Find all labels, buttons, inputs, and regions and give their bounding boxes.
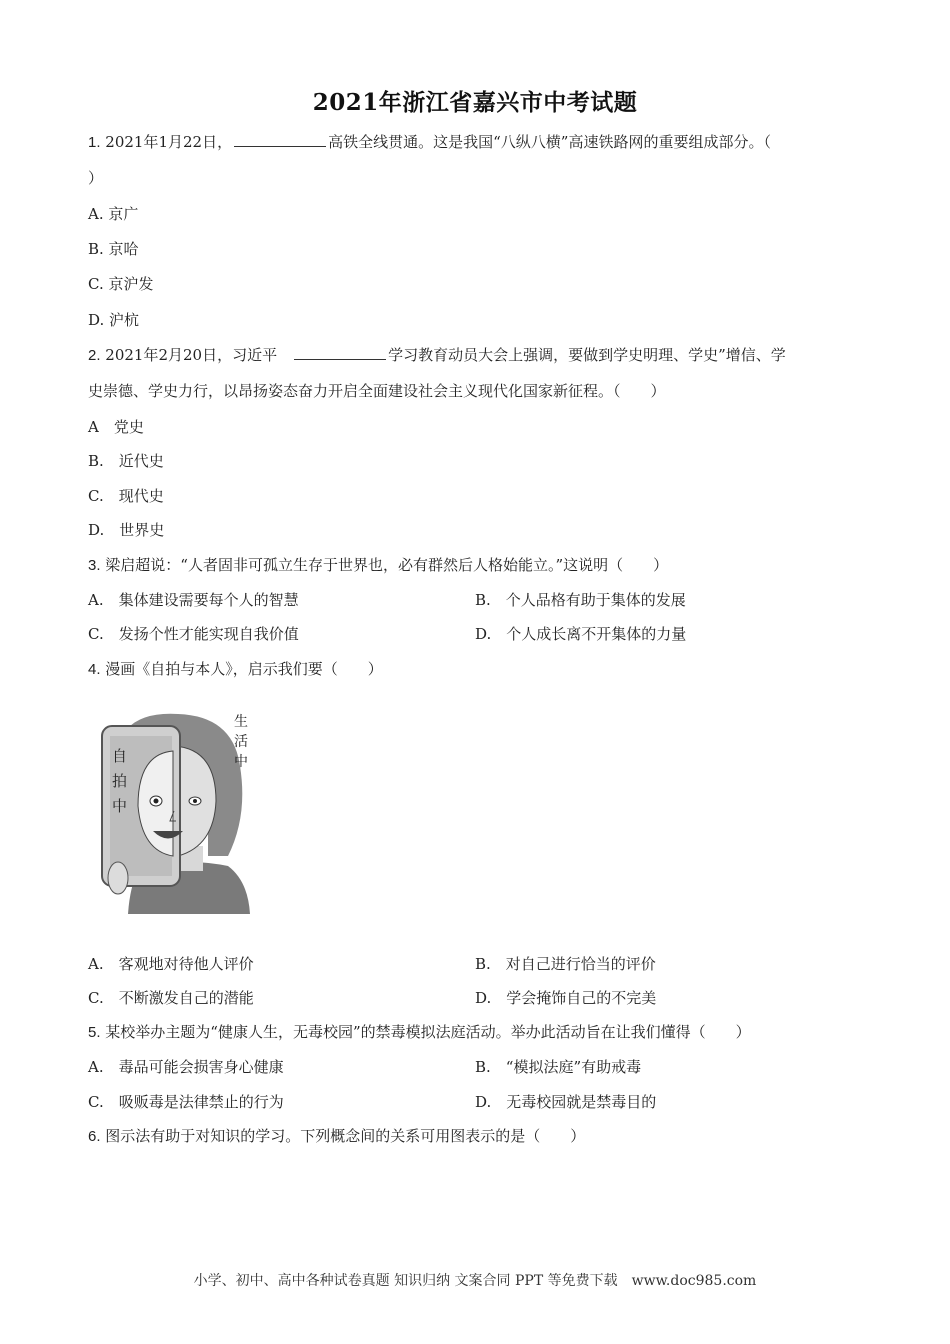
side-text-1: 生: [234, 714, 248, 730]
question-number: 5.: [88, 1024, 101, 1041]
option-d: D. 无毒校园就是禁毒目的: [475, 1093, 657, 1111]
question-2-cont: 史崇德、学史力行，以昂扬姿态奋力开启全面建设社会主义现代化国家新征程。（ ）: [88, 382, 666, 400]
option-b: B. “模拟法庭”有助戒毒: [475, 1058, 642, 1076]
phone-text-2: 拍: [112, 772, 128, 790]
question-text: 梁启超说：“人者固非可孤立生存于世界也，必有群然后人格始能立。”这说明（ ）: [105, 556, 669, 574]
answer-blank: [294, 345, 386, 360]
side-text-2: 活: [234, 734, 248, 750]
question-text: 图示法有助于对知识的学习。下列概念间的关系可用图表示的是（ ）: [105, 1127, 586, 1145]
question-text: 某校举办主题为“健康人生，无毒校园”的禁毒模拟法庭活动。举办此活动旨在让我们懂得（ ）: [105, 1023, 751, 1041]
question-3: [88, 555, 668, 576]
option-c: C. 京沪发: [88, 275, 154, 293]
question-number: 4.: [88, 661, 101, 678]
phone-text-1: 自: [112, 747, 128, 765]
question-text: 2021年2月20日，习近平: [105, 346, 293, 364]
page-title: 2021年浙江省嘉兴市中考试题: [312, 89, 638, 116]
option-b: B. 近代史: [88, 452, 164, 470]
question-text: 2021年1月22日，: [105, 133, 233, 151]
option-c: C. 不断激发自己的潜能: [88, 989, 254, 1007]
option-b: B. 京哈: [88, 240, 139, 258]
question-number: 3.: [88, 557, 101, 574]
selfie-cartoon-image: [98, 706, 258, 914]
question-2: [88, 345, 786, 366]
option-a: A. 集体建设需要每个人的智慧: [88, 591, 299, 609]
question-text: 高铁全线贯通。这是我国“八纵八横”高速铁路网的重要组成部分。（: [328, 133, 771, 151]
option-c: C. 吸贩毒是法律禁止的行为: [88, 1093, 284, 1111]
option-d: D. 学会掩饰自己的不完美: [475, 989, 657, 1007]
question-text: 学习教育动员大会上强调，要做到学史明理、学史”增信、学: [388, 346, 786, 364]
option-c: C. 现代史: [88, 487, 164, 505]
option-d: D. 沪杭: [88, 311, 140, 329]
answer-blank: [234, 132, 326, 147]
option-a: A. 客观地对待他人评价: [88, 955, 254, 973]
option-a: A 党史: [88, 418, 144, 436]
question-4: [88, 659, 383, 680]
option-a: A. 京广: [88, 205, 139, 223]
question-text: 漫画《自拍与本人》，启示我们要（ ）: [105, 660, 383, 678]
question-6: [88, 1126, 585, 1147]
option-d: D. 世界史: [88, 521, 165, 539]
phone-text-3: 中: [112, 797, 128, 815]
question-1: [88, 132, 771, 153]
question-5: [88, 1022, 751, 1043]
option-b: B. 对自己进行恰当的评价: [475, 955, 656, 973]
option-c: C. 发扬个性才能实现自我价值: [88, 625, 299, 643]
question-number: 1.: [88, 134, 101, 151]
question-number: 2.: [88, 347, 101, 364]
option-a: A. 毒品可能会损害身心健康: [88, 1058, 284, 1076]
page-footer: 小学、初中、高中各种试卷真题 知识归纳 文案合同 PPT 等免费下载 www.doc985.com: [193, 1273, 757, 1289]
question-number: 6.: [88, 1128, 101, 1145]
option-b: B. 个人品格有助于集体的发展: [475, 591, 686, 609]
question-1-cont: ）: [88, 169, 104, 187]
side-text-3: 中: [234, 754, 248, 770]
option-d: D. 个人成长离不开集体的力量: [475, 625, 687, 643]
